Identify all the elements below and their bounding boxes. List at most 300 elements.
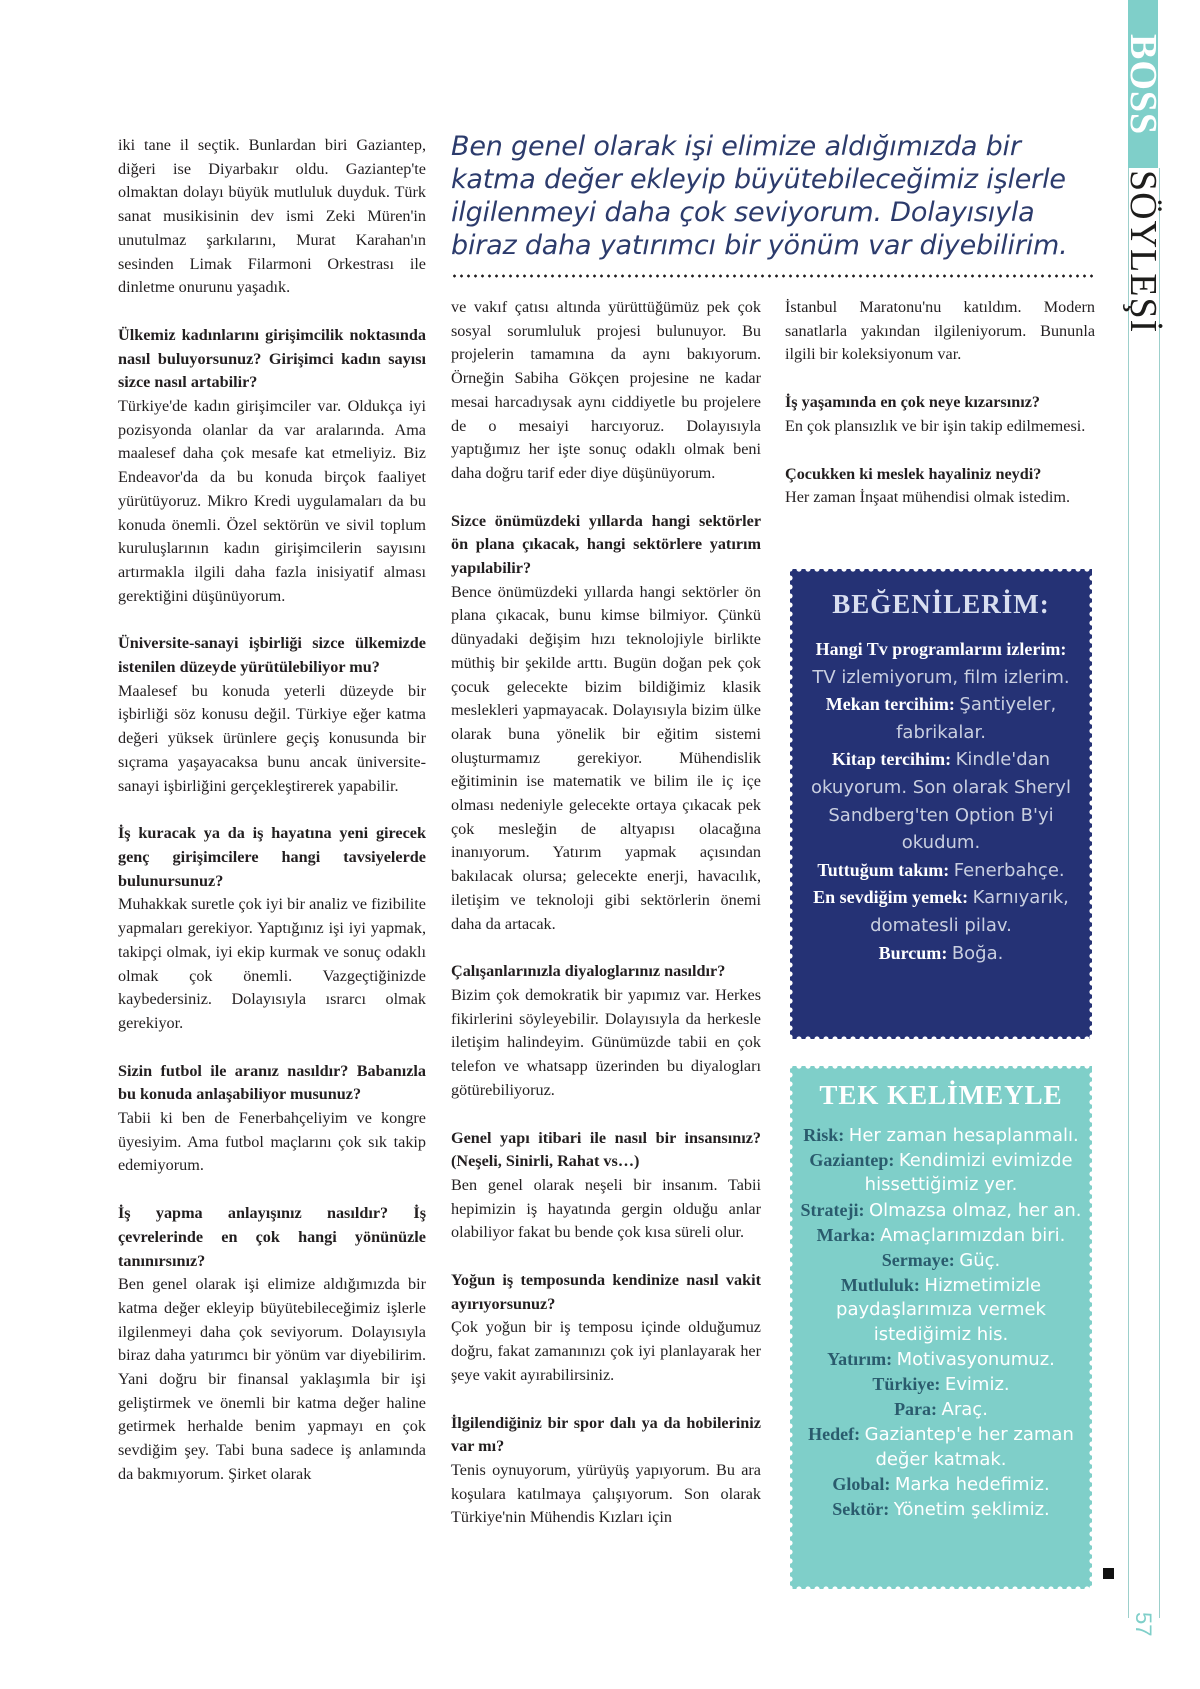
perforation-dot [1089,1369,1092,1374]
perforation-dot [790,854,793,859]
perforation-dot [868,1586,873,1589]
perforation-dot [967,1066,972,1069]
perforation-dot [790,1477,793,1482]
perforation-dot [1089,1153,1092,1158]
perforation-dot [1089,1081,1092,1086]
perforation-dot [1089,1513,1092,1518]
perforation-dot [1089,683,1092,688]
perforation-dot [949,1586,954,1589]
perforation-dot [790,1297,793,1302]
perforation-dot [1089,872,1092,877]
box-item-colon: : [869,1224,881,1245]
perforation-dot [790,890,793,895]
perforation-dot [1039,1066,1044,1069]
perforation-dot [790,1342,793,1347]
perforation-dot [1089,1558,1092,1563]
perforation-dot [877,1066,882,1069]
box-item-colon: : [883,1499,894,1520]
perforation-dot [1089,935,1092,940]
perforation-dot [1089,1567,1092,1572]
box-item-colon: : [934,1374,945,1395]
perforation-dot [790,569,793,572]
box-item-colon: : [941,942,952,963]
perforation-dot [1089,746,1092,751]
perforation-dot [790,638,793,643]
perforation-dot [790,1468,793,1473]
perforation-dot [790,1369,793,1374]
perforation-dot [1089,1450,1092,1455]
perforation-dot [886,1066,891,1069]
perforation-dot [1089,1477,1092,1482]
question: Çocukken ki meslek hayaliniz neydi? [785,464,1042,483]
perforation-dot [790,791,793,796]
perforation-dot [1089,908,1092,913]
perforation-dot [931,1586,936,1589]
perforation-dot [790,809,793,814]
perforation-dot [790,1034,793,1039]
perforation-dot [805,1586,810,1589]
perforation-dot [1089,674,1092,679]
perforation-dot [832,1586,837,1589]
perforation-dot [1089,998,1092,1003]
answer: Her zaman İnşaat mühendisi olmak istedim. [785,488,1071,507]
perforation-dot [805,569,810,572]
question: Sizce önümüzdeki yıllarda hangi sektörler ön plana çıkacak, hangi sektörlere yatırım yapılabilir? [451,511,761,578]
perforation-dot [790,1007,793,1012]
perforation-dot [790,1234,793,1239]
perforation-dot [790,1066,793,1069]
perforation-dot [790,1531,793,1536]
perforation-dot [985,1586,990,1589]
perforation-dot [790,728,793,733]
perforation-dot [1084,1036,1089,1039]
question: İş yapma anlayışınız nasıldır? İş çevrelerinde en çok hangi yönünüzle tanınırsınız? [118,1204,426,1270]
perforation-dot [994,569,999,572]
box-item-colon: : [888,1150,899,1171]
perforation-dot [1089,1468,1092,1473]
perforation-dot [1089,1189,1092,1194]
perforation-dot [1089,800,1092,805]
perforation-dot [958,1066,963,1069]
perforation-dot [1089,863,1092,868]
perforation-dot [1089,1034,1092,1039]
perforation-dot [790,1324,793,1329]
perforation-dot [967,1036,972,1039]
perforation-dot [1089,944,1092,949]
perforation-dot [790,1126,793,1131]
perforation-dot [1089,1126,1092,1131]
perforation-dot [958,1586,963,1589]
question: İlgilendiğiniz bir spor dalı ya da hobileriniz var mı? [451,1413,761,1456]
perforation-dot [790,1576,793,1581]
perforation-dot [790,1405,793,1410]
perforation-dot [1089,1396,1092,1401]
perforation-dot [1084,1066,1089,1069]
perforation-dot [1089,1016,1092,1021]
perforation-dot [1089,755,1092,760]
box-item-colon: : [858,1199,869,1220]
answer: Çok yoğun bir iş temposu içinde olduğumuz doğru, fakat zamanınızı çok iyi planlayarak her şeye vakit ayırabilirsiniz. [451,1318,761,1384]
section-tab-stripes [1122,168,1164,1618]
answer: Ben genel olarak neşeli bir insanım. Tabii hepimizin iş hayatında gergin olduğu anlar olabiliyor fakat bu bende çok kısa süreli olur. [451,1175,761,1242]
perforation-dot [985,569,990,572]
perforation-dot [790,1081,793,1086]
perforation-dot [1089,1261,1092,1266]
perforation-dot [1089,728,1092,733]
perforation-dot [790,1414,793,1419]
answer: Tenis oynuyorum, yürüyüş yapıyorum. Bu ara koşulara katılmaya çalışıyorum. Son olarak Türkiye'nin Mühendis Kızları için [451,1460,761,1527]
perforation-dot [790,1522,793,1527]
perforation-dot [796,1036,801,1039]
box-item-key: Hangi Tv programlarını izlerim [815,639,1061,659]
perforation-dot [790,1495,793,1500]
perforation-dot [868,569,873,572]
perforation-dot [1057,569,1062,572]
perforation-dot [1089,1387,1092,1392]
perforation-dot [823,1586,828,1589]
perforation-dot [1075,1036,1080,1039]
box-item-key: En sevdiğim yemek [813,887,963,908]
perforation-dot [1089,989,1092,994]
perforation-dot [790,1441,793,1446]
pull-quote: Ben genel olarak işi elimize aldığımızda bir katma değer ekleyip büyütebileceğimiz işlerle ilgilenmeyi daha çok seviyorum. Dolayısıyla biraz daha yatırımcı bir yönüm var diyebilirim. [451,131,1068,261]
perforation-dot [1089,1090,1092,1095]
perforation-dot [790,944,793,949]
perforation-dot [790,764,793,769]
perforation-dot [814,569,819,572]
perforation-dot [877,1586,882,1589]
perforation-dot [790,1378,793,1383]
perforation-dot [790,1090,793,1095]
perforation-dot [790,845,793,850]
perforation-dot [1084,1586,1089,1589]
box-item-colon: : [948,694,960,715]
perforation-dot [790,1270,793,1275]
perforation-dot [868,1066,873,1069]
perforation-dot [1089,1007,1092,1012]
perforation-dot [1089,701,1092,706]
box-item-value: Boğa. [951,942,1004,964]
box-item-colon: : [884,1473,895,1494]
perforation-dot [1089,1378,1092,1383]
perforation-dot [994,1586,999,1589]
perforation-dot [790,1243,793,1248]
perforation-dot [1089,1234,1092,1239]
perforation-dot [790,1549,793,1554]
perforation-dot [790,737,793,742]
perforation-dot [790,710,793,715]
perforation-dot [1021,1036,1026,1039]
question: Genel yapı itibari ile nasıl bir insansınız? (Neşeli, Sinirli, Rahat vs…) [451,1128,761,1171]
perforation-dot [1089,1144,1092,1149]
perforation-dot [790,818,793,823]
perforation-dot [790,1153,793,1158]
perforation-dot [1066,1586,1071,1589]
perforation-dot [976,1036,981,1039]
perforation-dot [850,1586,855,1589]
perforation-dot [1089,1108,1092,1113]
perforation-dot [1089,584,1092,589]
perforation-dot [1048,1586,1053,1589]
perforation-dot [1089,1135,1092,1140]
perforation-dot [1089,926,1092,931]
perforation-dot [790,1216,793,1221]
box-item-key: Global [832,1473,885,1494]
perforation-dot [994,1036,999,1039]
perforation-dot [1089,1585,1092,1589]
perforation-dot [967,569,972,572]
perforation-dot [790,1108,793,1113]
box-item-colon: : [854,1424,865,1445]
perforation-dot [1030,1066,1035,1069]
perforation-dot [1030,1036,1035,1039]
perforation-dot [1075,1066,1080,1069]
perforation-dot [814,1036,819,1039]
perforation-dot [1089,1117,1092,1122]
perforation-dot [790,800,793,805]
perforation-dot [1089,1225,1092,1230]
perforation-dot [1089,1025,1092,1030]
qa-block [451,960,761,1102]
perforation-dot [940,1036,945,1039]
perforation-dot [1089,1495,1092,1500]
perforation-dot [790,1540,793,1545]
oneword-box-title: TEK KELİMEYLE [819,1080,1063,1110]
box-item-key: Sektör [832,1499,884,1520]
perforation-dot [796,569,801,572]
perforation-dot [790,980,793,985]
box-item-value: Kindle'dan okuyorum. Son olarak Sheryl Sandberg'ten Option B'yi okudum. [811,749,1071,854]
box-item-key: Marka [816,1224,870,1245]
perforation-dot [1089,656,1092,661]
perforation-dot [1089,1297,1092,1302]
perforation-dot [790,611,793,616]
perforation-dot [790,1486,793,1491]
perforation-dot [790,872,793,877]
perforation-dot [859,1066,864,1069]
body-paragraph: iki tane il seçtik. Bunlardan biri Gaziantep, diğeri ise Diyarbakır oldu. Gaziantep'te olmaktan dolayı büyük mutluluk duyduk. Türk sanat musikisinin dev ismi Zeki Müren'in unutulmaz şarkılarını, Murat Karahan'ın sesinden Limak Filarmoni Orkestrası ile dinletme onurunu yaşadık. [118,136,426,297]
perforation-dot [1089,1459,1092,1464]
perforation-dot [895,1586,900,1589]
oneword-box [790,1066,1092,1589]
box-item-key: Hedef [808,1424,855,1445]
perforation-dot [1089,1333,1092,1338]
perforation-dot [1089,638,1092,643]
perforation-dot [1089,980,1092,985]
perforation-dot [832,1066,837,1069]
perforation-dot [1030,569,1035,572]
perforation-dot [1089,1180,1092,1185]
perforation-dot [790,1432,793,1437]
box-item-key: Yatırım [827,1348,887,1369]
box-item-value: Yönetim şeklimiz. [893,1499,1050,1521]
perforation-dot [1089,593,1092,598]
likes-box-title: BEĞENİLERİM: [832,589,1050,619]
answer: Tabii ki ben de Fenerbahçeliyim ve kongre üyesiyim. Ama futbol maçlarını çok sık takip edemiyorum. [118,1109,426,1175]
qa-block [451,510,761,937]
box-item-value: Kendimizi evimizde hissettiğimiz yer. [864,1150,1073,1196]
perforation-dot [1089,1486,1092,1491]
perforation-dot [790,1513,793,1518]
perforation-dot [790,773,793,778]
perforation-dot [1089,764,1092,769]
perforation-dot [1089,836,1092,841]
perforation-dot [904,1066,909,1069]
perforation-dot [790,647,793,652]
perforation-dot [895,1036,900,1039]
perforation-dot [1089,1270,1092,1275]
perforation-dot [790,656,793,661]
perforation-dot [1089,1162,1092,1167]
perforation-dot [904,1586,909,1589]
perforation-dot [1003,1036,1008,1039]
question: İş yaşamında en çok neye kızarsınız? [785,393,1040,412]
perforation-dot [1057,1586,1062,1589]
perforation-dot [1089,854,1092,859]
perforation-dot [922,1066,927,1069]
column-3 [785,296,1095,534]
perforation-dot [949,1066,954,1069]
perforation-dot [994,1066,999,1069]
perforation-dot [790,1333,793,1338]
perforation-dot [985,1066,990,1069]
stamp-border [790,1066,1092,1589]
perforation-dot [790,1207,793,1212]
perforation-dot [790,1171,793,1176]
perforation-dot [790,1423,793,1428]
perforation-dot [1089,1540,1092,1545]
perforation-dot [949,1036,954,1039]
perforation-dot [790,1072,793,1077]
perforation-dot [868,1036,873,1039]
perforation-dot [1089,647,1092,652]
perforation-dot [790,1396,793,1401]
perforation-dot [790,692,793,697]
perforation-dot [790,1351,793,1356]
perforation-dot [1089,1207,1092,1212]
section-brand: BOSS [1122,34,1164,136]
dotted-divider [451,274,1096,278]
perforation-dot [1089,1405,1092,1410]
perforation-dot [850,1066,855,1069]
box-item-value: Olmazsa olmaz, her an. [868,1199,1082,1221]
perforation-dot [859,569,864,572]
box-item-value: Şantiyeler, fabrikalar. [896,694,1057,743]
perforation-dot [790,683,793,688]
perforation-dot [790,962,793,967]
perforation-dot [1003,1586,1008,1589]
perforation-dot [1089,1315,1092,1320]
perforation-dot [790,971,793,976]
perforation-dot [790,1180,793,1185]
perforation-dot [1057,1036,1062,1039]
box-item-value: Amaçlarımızdan biri. [880,1224,1066,1246]
box-item-key: Sermaye [881,1250,949,1271]
perforation-dot [790,1025,793,1030]
perforation-dot [790,575,793,580]
box-item-key: Gaziantep [809,1150,889,1171]
perforation-dot [1089,1324,1092,1329]
perforation-dot [790,1016,793,1021]
perforation-dot [1066,1036,1071,1039]
perforation-dot [790,1261,793,1266]
perforation-dot [877,569,882,572]
perforation-dot [790,719,793,724]
qa-block [118,632,426,798]
perforation-dot [790,1225,793,1230]
question: Yoğun iş temposunda kendinize nasıl vakit ayırıyorsunuz? [451,1271,761,1313]
stamp-border [790,569,1092,1039]
perforation-dot [931,1066,936,1069]
box-item-key: Para [894,1399,932,1420]
perforation-dot [1089,1360,1092,1365]
perforation-dot [1089,773,1092,778]
perforation-dot [790,584,793,589]
answer: Bence önümüzdeki yıllarda hangi sektörler ön plana çıkacak, bunu kimse bilmiyor. Çünkü dünyadaki değişim hızı teknolojiyle birlikte müthiş bir şekilde arttı. Bugün doğan pek çok çocuk gelecekte bizim bildiğimiz klasik meslekleri yapmayacak. Dolayısıyla bizim ülke olarak buna yönelik bir eğitim sistemi oluşturmamız gerekiyor. Mühendislik eğitiminin ise matematik ve bilim ile iç içe olması nedeniyle gelecekte ortaya çıkacak pek çok mesleğin de altyapısı olacağına inanıyorum. Yatırım yapmak açısından bakılacak olursa; gelecekte enerji, havacılık, iletişim ve teknoloji gibi sektörlerin önemi daha da artacak. [451,582,761,933]
box-item-key: Mutluluk [840,1275,914,1296]
qa-block [118,1060,426,1179]
box-item-colon: : [962,887,973,908]
perforation-dot [796,1066,801,1069]
perforation-dot [790,953,793,958]
perforation-dot [823,569,828,572]
perforation-dot [1039,569,1044,572]
perforation-dot [1089,692,1092,697]
box-item-key: Mekan tercihim [825,694,949,715]
perforation-dot [1089,845,1092,850]
box-item-value: Evimiz. [944,1374,1010,1396]
box-item-key: Strateji [800,1199,859,1220]
perforation-dot [949,569,954,572]
perforation-dot [1089,602,1092,607]
perforation-dot [1089,1522,1092,1527]
perforation-dot [1089,575,1092,580]
qa-block [451,1412,761,1531]
perforation-dot [1089,629,1092,634]
box-item-value: TV izlemiyorum, film izlerim. [812,666,1070,688]
perforation-dot [1089,719,1092,724]
perforation-dot [886,569,891,572]
box-item-colon: : [948,1250,960,1271]
perforation-dot [1075,569,1080,572]
question: Sizin futbol ile aranız nasıldır? Babanızla bu konuda anlaşabiliyor musunuz? [118,1061,426,1104]
column-2 [451,296,761,1554]
perforation-dot [1089,1099,1092,1104]
perforation-dot [1089,620,1092,625]
question: İş kuracak ya da iş hayatına yeni girecek genç girişimcilere hangi tavsiyelerde bulunursunuz? [118,824,426,890]
perforation-dot [1089,1414,1092,1419]
perforation-dot [1089,818,1092,823]
perforation-dot [805,1066,810,1069]
box-item-value: Marka hedefimiz. [894,1473,1050,1495]
answer: Ben genel olarak işi elimize aldığımızda bir katma değer ekleyip büyütebileceğimiz işlerle ilgilenmeyi daha çok seviyorum. Dolayısıyla biraz daha yatırımcı bir yönüm var diyebilirim. Yani doğru bir finansal yaklaşımla bir işi geliştirmek ve önemli bir katma değer haline getirmek herhalde benim yapmayı en çok sevdiğim şey. Tabi buna sadece iş anlamında da bakmıyorum. Şirket olarak [118,1275,426,1483]
column-1 [118,134,426,1511]
perforation-dot [904,569,909,572]
perforation-dot [1048,1036,1053,1039]
perforation-dot [1075,1586,1080,1589]
perforation-dot [895,569,900,572]
perforation-dot [1089,1198,1092,1203]
perforation-dot [1089,962,1092,967]
perforation-dot [790,863,793,868]
perforation-dot [1021,569,1026,572]
perforation-dot [940,1066,945,1069]
box-item-colon: : [943,859,954,880]
perforation-dot [790,836,793,841]
perforation-dot [790,620,793,625]
perforation-dot [1089,1432,1092,1437]
perforation-dot [1048,1066,1053,1069]
